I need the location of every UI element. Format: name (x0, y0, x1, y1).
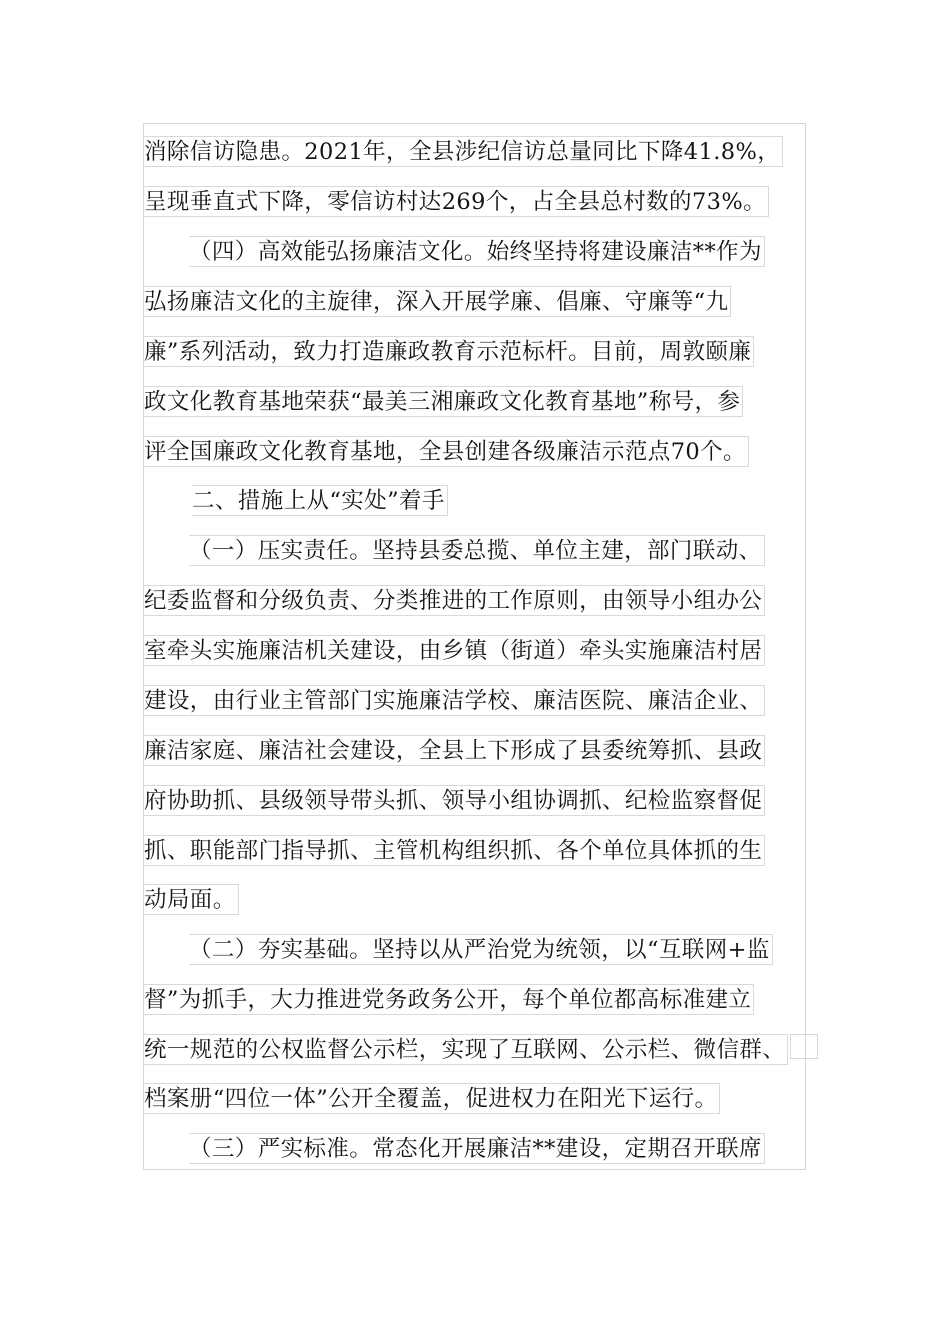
text-line-20: 档案册“四位一体”公开全覆盖，促进权力在阳光下运行。 (144, 1083, 720, 1114)
text-line-1: 消除信访隐患。2021年，全县涉纪信访总量同比下降41.8%， (144, 136, 783, 167)
text-line-7: 评全国廉政文化教育基地，全县创建各级廉洁示范点70个。 (144, 436, 749, 467)
text-line-9: （一）压实责任。坚持县委总揽、单位主建，部门联动、 (144, 535, 765, 566)
text-line-11: 室牵头实施廉洁机关建设，由乡镇（街道）牵头实施廉洁村居 (144, 635, 765, 666)
text-line-5: 廉”系列活动，致力打造廉政教育示范标杆。目前，周敦颐廉 (144, 336, 754, 367)
text-line-3: （四）高效能弘扬廉洁文化。始终坚持将建设廉洁**作为 (144, 236, 765, 267)
text-line-21: （三）严实标准。常态化开展廉洁**建设，定期召开联席 (144, 1133, 765, 1164)
text-line-15: 抓、职能部门指导抓、主管机构组织抓、各个单位具体抓的生 (144, 835, 765, 866)
text-line-18: 督”为抓手，大力推进党务政务公开，每个单位都高标准建立 (144, 984, 754, 1015)
text-line-6: 政文化教育基地荣获“最美三湘廉政文化教育基地”称号，参 (144, 386, 743, 417)
text-line-4: 弘扬廉洁文化的主旋律，深入开展学廉、倡廉、守廉等“九 (144, 286, 731, 317)
margin-box (790, 1034, 818, 1059)
text-line-10: 纪委监督和分级负责、分类推进的工作原则，由领导小组办公 (144, 585, 765, 616)
text-line-19: 统一规范的公权监督公示栏，实现了互联网、公示栏、微信群、 (144, 1034, 788, 1065)
text-line-2: 呈现垂直式下降，零信访村达269个，占全县总村数的73%。 (144, 186, 769, 217)
text-line-14: 府协助抓、县级领导带头抓、领导小组协调抓、纪检监察督促 (144, 785, 765, 816)
text-line-13: 廉洁家庭、廉洁社会建设，全县上下形成了县委统筹抓、县政 (144, 735, 765, 766)
text-line-17: （二）夯实基础。坚持以从严治党为统领，以“互联网+监 (144, 934, 773, 965)
section-heading: 二、措施上从“实处”着手 (144, 485, 448, 516)
text-line-16: 动局面。 (144, 884, 239, 915)
text-line-12: 建设，由行业主管部门实施廉洁学校、廉洁医院、廉洁企业、 (144, 685, 765, 716)
